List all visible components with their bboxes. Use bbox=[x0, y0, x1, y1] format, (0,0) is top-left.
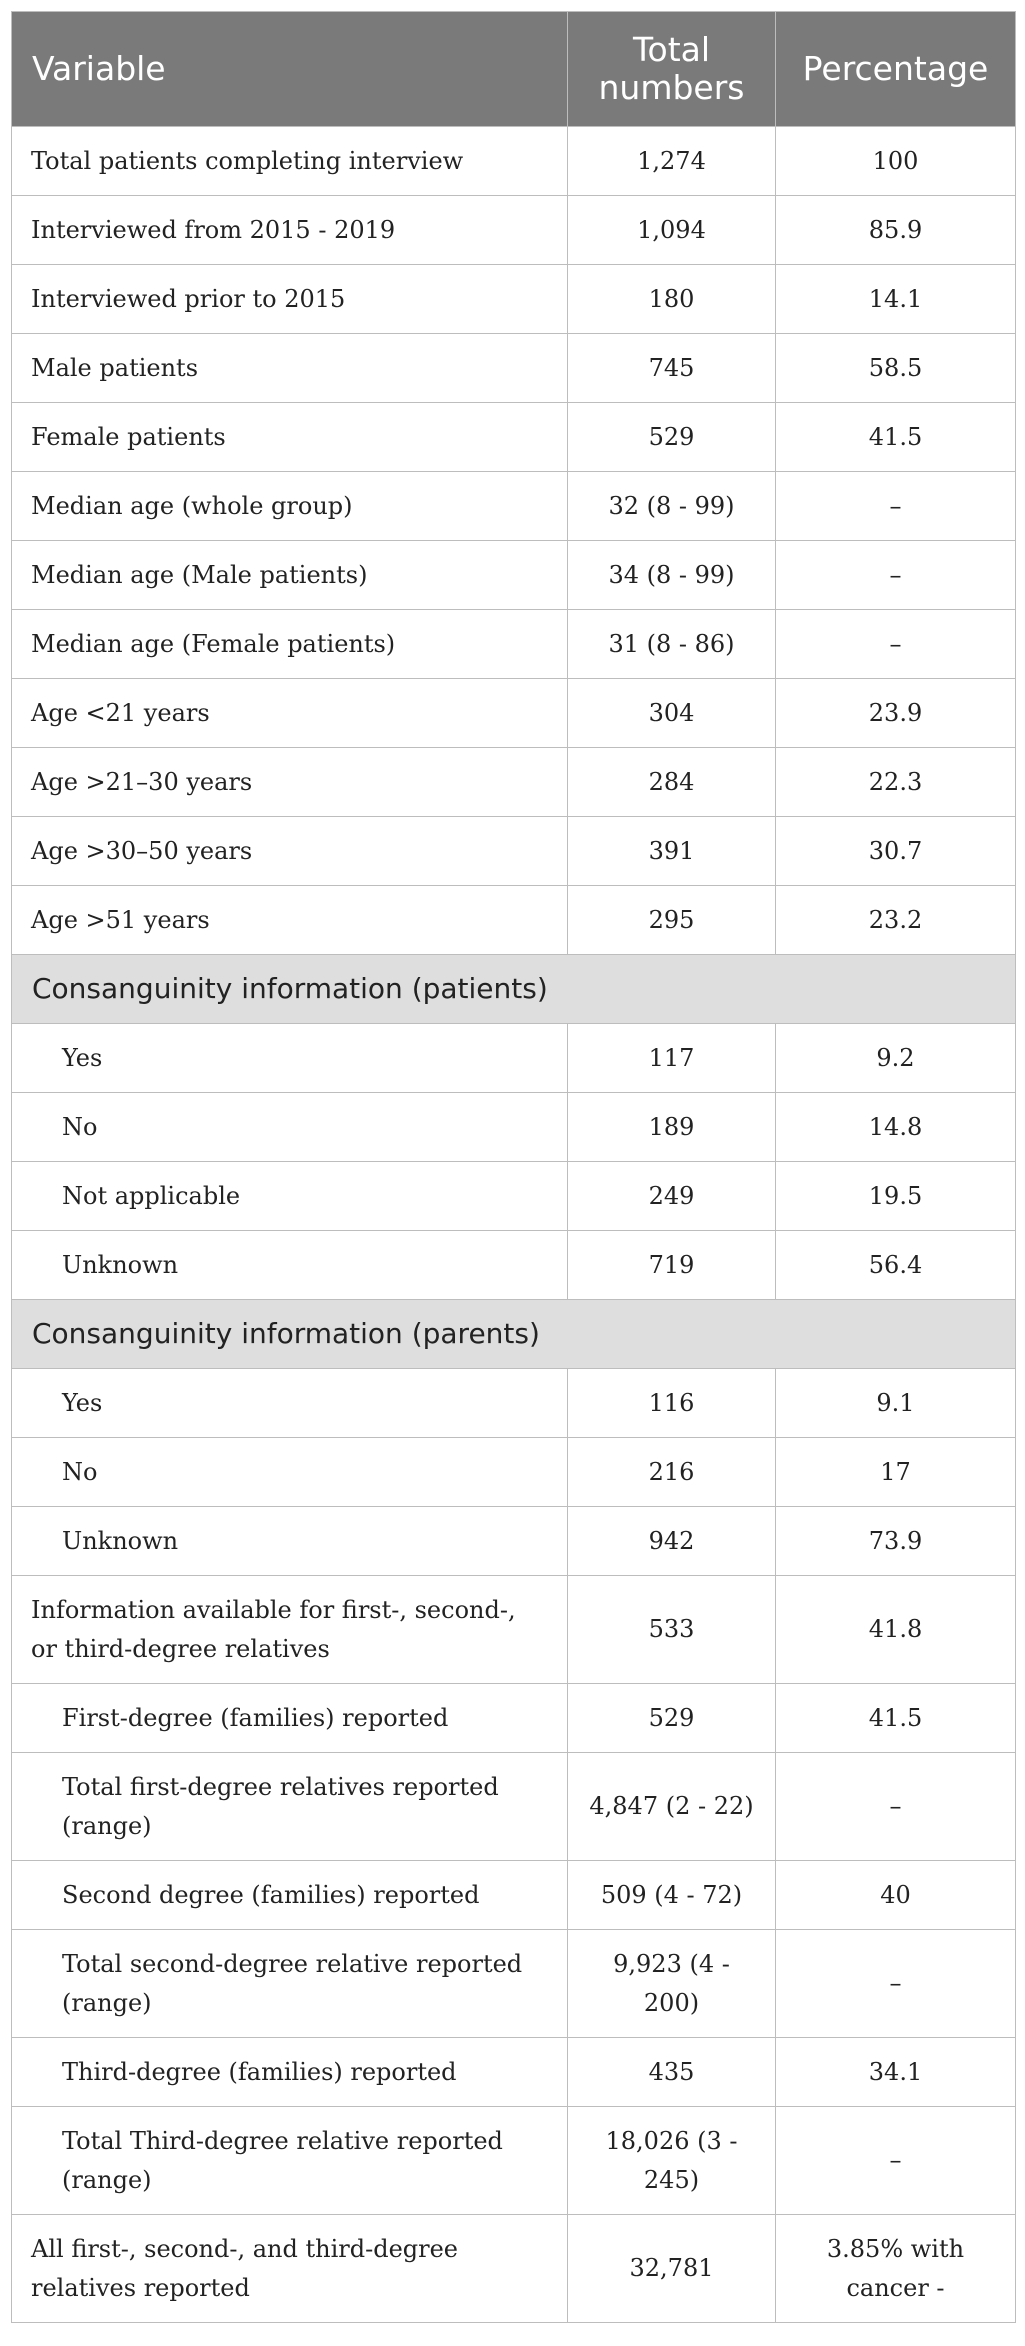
total-numbers-cell: 4,847 (2 - 22) bbox=[568, 1753, 776, 1861]
row-label-cell: Median age (Male patients) bbox=[12, 541, 568, 610]
percentage-cell: 41.5 bbox=[776, 403, 1016, 472]
total-numbers-cell: 117 bbox=[568, 1024, 776, 1093]
percentage-cell: – bbox=[776, 1753, 1016, 1861]
table-row bbox=[12, 2107, 1016, 2215]
percentage-cell: 17 bbox=[776, 1438, 1016, 1507]
total-numbers-cell: 189 bbox=[568, 1093, 776, 1162]
percentage-cell: 19.5 bbox=[776, 1162, 1016, 1231]
column-header-total-numbers: Total numbers bbox=[568, 12, 776, 127]
table-row bbox=[12, 1507, 1016, 1576]
row-label-cell: Interviewed prior to 2015 bbox=[12, 265, 568, 334]
header-row bbox=[12, 12, 1016, 127]
percentage-cell: 23.2 bbox=[776, 886, 1016, 955]
total-numbers-cell: 1,094 bbox=[568, 196, 776, 265]
table-row bbox=[12, 1753, 1016, 1861]
row-label-cell: Unknown bbox=[12, 1507, 568, 1576]
total-numbers-cell: 18,026 (3 - 245) bbox=[568, 2107, 776, 2215]
row-label-cell: Median age (Female patients) bbox=[12, 610, 568, 679]
percentage-cell: 30.7 bbox=[776, 817, 1016, 886]
section-header-row bbox=[12, 1300, 1016, 1369]
percentage-cell: – bbox=[776, 1930, 1016, 2038]
row-label-cell: Third-degree (families) reported bbox=[12, 2038, 568, 2107]
percentage-cell: 3.85% with cancer - bbox=[776, 2215, 1016, 2323]
section-header-row bbox=[12, 955, 1016, 1024]
percentage-cell: 9.2 bbox=[776, 1024, 1016, 1093]
row-label-cell: Yes bbox=[12, 1024, 568, 1093]
percentage-cell: 40 bbox=[776, 1861, 1016, 1930]
total-numbers-cell: 942 bbox=[568, 1507, 776, 1576]
percentage-cell: 9.1 bbox=[776, 1369, 1016, 1438]
row-label-cell: Information available for first-, second-, or third-degree relatives bbox=[12, 1576, 568, 1684]
percentage-cell: 100 bbox=[776, 127, 1016, 196]
table-row bbox=[12, 817, 1016, 886]
row-label-cell: Total second-degree relative reported (range) bbox=[12, 1930, 568, 2038]
row-label-cell: Median age (whole group) bbox=[12, 472, 568, 541]
percentage-cell: – bbox=[776, 610, 1016, 679]
table-row bbox=[12, 196, 1016, 265]
total-numbers-cell: 9,923 (4 - 200) bbox=[568, 1930, 776, 2038]
table-row bbox=[12, 1861, 1016, 1930]
table-row bbox=[12, 1684, 1016, 1753]
table-row bbox=[12, 679, 1016, 748]
row-label-cell: Female patients bbox=[12, 403, 568, 472]
percentage-cell: 34.1 bbox=[776, 2038, 1016, 2107]
row-label-cell: First-degree (families) reported bbox=[12, 1684, 568, 1753]
total-numbers-cell: 529 bbox=[568, 403, 776, 472]
total-numbers-cell: 31 (8 - 86) bbox=[568, 610, 776, 679]
table-body bbox=[12, 127, 1016, 2323]
table-row bbox=[12, 1576, 1016, 1684]
section-header-label: Consanguinity information (parents) bbox=[12, 1300, 1016, 1369]
total-numbers-cell: 32 (8 - 99) bbox=[568, 472, 776, 541]
row-label-cell: No bbox=[12, 1438, 568, 1507]
total-numbers-cell: 533 bbox=[568, 1576, 776, 1684]
table-row bbox=[12, 1162, 1016, 1231]
row-label-cell: Interviewed from 2015 - 2019 bbox=[12, 196, 568, 265]
row-label-cell: Male patients bbox=[12, 334, 568, 403]
percentage-cell: 41.8 bbox=[776, 1576, 1016, 1684]
table-header bbox=[12, 12, 1016, 127]
table-row bbox=[12, 334, 1016, 403]
total-numbers-cell: 719 bbox=[568, 1231, 776, 1300]
table-row bbox=[12, 1438, 1016, 1507]
table-row bbox=[12, 1093, 1016, 1162]
column-header-percentage: Percentage bbox=[776, 12, 1016, 127]
table-row bbox=[12, 748, 1016, 817]
row-label-cell: Second degree (families) reported bbox=[12, 1861, 568, 1930]
total-numbers-cell: 1,274 bbox=[568, 127, 776, 196]
table-row bbox=[12, 1930, 1016, 2038]
row-label-cell: Total first-degree relatives reported (range) bbox=[12, 1753, 568, 1861]
total-numbers-cell: 32,781 bbox=[568, 2215, 776, 2323]
section-header-label: Consanguinity information (patients) bbox=[12, 955, 1016, 1024]
row-label-cell: Not applicable bbox=[12, 1162, 568, 1231]
total-numbers-cell: 435 bbox=[568, 2038, 776, 2107]
total-numbers-cell: 529 bbox=[568, 1684, 776, 1753]
row-label-cell: Unknown bbox=[12, 1231, 568, 1300]
percentage-cell: 22.3 bbox=[776, 748, 1016, 817]
total-numbers-cell: 180 bbox=[568, 265, 776, 334]
row-label-cell: Yes bbox=[12, 1369, 568, 1438]
percentage-cell: 58.5 bbox=[776, 334, 1016, 403]
row-label-cell: Age >30–50 years bbox=[12, 817, 568, 886]
table-row bbox=[12, 2215, 1016, 2323]
percentage-cell: 14.8 bbox=[776, 1093, 1016, 1162]
row-label-cell: Age >51 years bbox=[12, 886, 568, 955]
table-row bbox=[12, 127, 1016, 196]
total-numbers-cell: 509 (4 - 72) bbox=[568, 1861, 776, 1930]
percentage-cell: – bbox=[776, 472, 1016, 541]
table-row bbox=[12, 1231, 1016, 1300]
total-numbers-cell: 116 bbox=[568, 1369, 776, 1438]
total-numbers-cell: 745 bbox=[568, 334, 776, 403]
table-row bbox=[12, 265, 1016, 334]
percentage-cell: – bbox=[776, 541, 1016, 610]
total-numbers-cell: 391 bbox=[568, 817, 776, 886]
percentage-cell: 85.9 bbox=[776, 196, 1016, 265]
row-label-cell: All first-, second-, and third-degree relatives reported bbox=[12, 2215, 568, 2323]
table-row bbox=[12, 2038, 1016, 2107]
total-numbers-cell: 284 bbox=[568, 748, 776, 817]
percentage-cell: 56.4 bbox=[776, 1231, 1016, 1300]
row-label-cell: Age <21 years bbox=[12, 679, 568, 748]
total-numbers-cell: 295 bbox=[568, 886, 776, 955]
total-numbers-cell: 216 bbox=[568, 1438, 776, 1507]
percentage-cell: 41.5 bbox=[776, 1684, 1016, 1753]
percentage-cell: 23.9 bbox=[776, 679, 1016, 748]
table-row bbox=[12, 403, 1016, 472]
row-label-cell: No bbox=[12, 1093, 568, 1162]
table-row bbox=[12, 1369, 1016, 1438]
table-row bbox=[12, 472, 1016, 541]
table-row bbox=[12, 541, 1016, 610]
table-row bbox=[12, 1024, 1016, 1093]
row-label-cell: Total patients completing interview bbox=[12, 127, 568, 196]
total-numbers-cell: 34 (8 - 99) bbox=[568, 541, 776, 610]
demographics-table bbox=[11, 11, 1016, 2323]
row-label-cell: Age >21–30 years bbox=[12, 748, 568, 817]
table-row bbox=[12, 886, 1016, 955]
table-row bbox=[12, 610, 1016, 679]
percentage-cell: 14.1 bbox=[776, 265, 1016, 334]
percentage-cell: – bbox=[776, 2107, 1016, 2215]
percentage-cell: 73.9 bbox=[776, 1507, 1016, 1576]
total-numbers-cell: 249 bbox=[568, 1162, 776, 1231]
row-label-cell: Total Third-degree relative reported (range) bbox=[12, 2107, 568, 2215]
total-numbers-cell: 304 bbox=[568, 679, 776, 748]
column-header-variable: Variable bbox=[12, 12, 568, 127]
